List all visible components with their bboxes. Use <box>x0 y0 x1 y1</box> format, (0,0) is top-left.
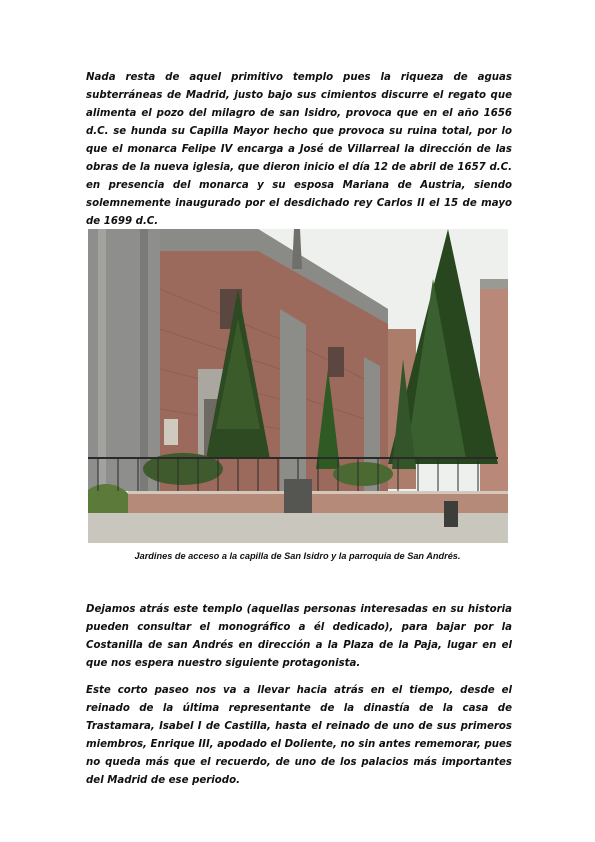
church-photo <box>88 229 508 543</box>
photo-caption: Jardines de acceso a la capilla de San Isidro y la parroquia de San Andrés. <box>134 551 461 561</box>
paragraph-walk: Dejamos atrás este templo (aquellas personas interesadas en su historia pueden consultar el monográfico a él dedicado), para bajar por la Costanilla de san Andrés en dirección a la Plaza de la Paja, lugar en el que nos espera nuestro siguiente protagonista. <box>86 604 512 669</box>
paragraph-history: Este corto paseo nos va a llevar hacia atrás en el tiempo, desde el reinado de la última representante de la dinastía de la casa de Trastamara, Isabel I de Castilla, hasta el reinado de uno de sus primeros miembros, Enrique III, apodado el Doliente, no sin antes rememorar, pues no queda más que el recuerdo, de uno de los palacios más importantes del Madrid de ese periodo. <box>86 685 512 786</box>
paragraph-intro: Nada resta de aquel primitivo templo pues la riqueza de aguas subterráneas de Madrid, justo bajo sus cimientos discurre el regato que alimenta el pozo del milagro de san Isidro, provoca que en el año 1656 d.C. se hunda su Capilla Mayor hecho que provoca su ruina total, por lo que el monarca Felipe IV encarga a José de Villarreal la dirección de las obras de la nueva iglesia, que dieron inicio el día 12 de abril de 1657 d.C. en presencia del monarca y su esposa Mariana de Austria, siendo solemnemente inaugurado por el desdichado rey Carlos II el 15 de mayo de 1699 d.C. <box>86 72 512 227</box>
